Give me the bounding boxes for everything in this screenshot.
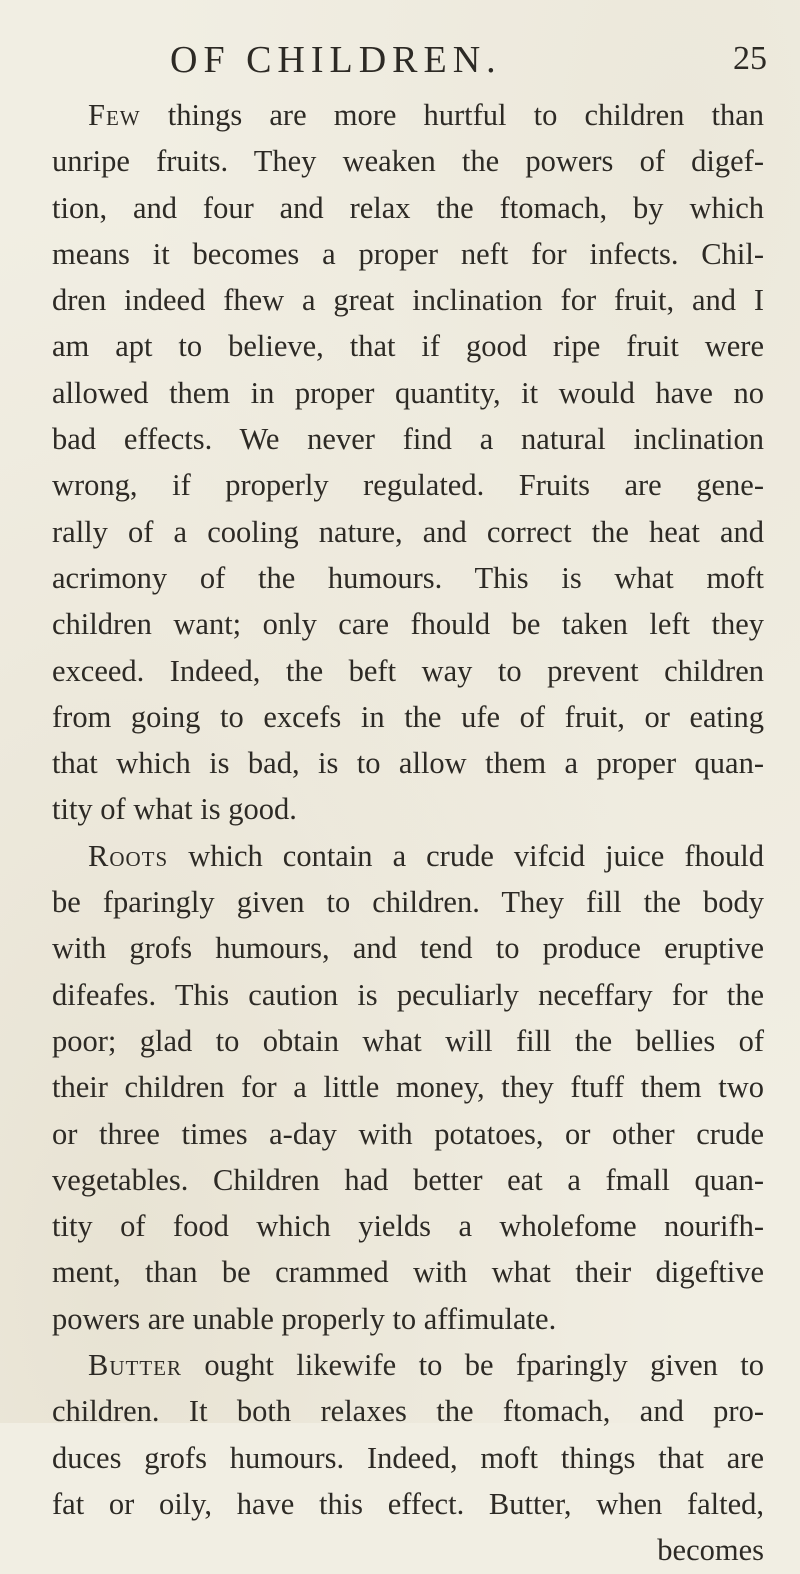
text-line: duces grofs humours. Indeed, moft things that are <box>52 1440 764 1475</box>
text-line: means it becomes a proper neft for infects. Chil- <box>52 236 764 271</box>
text-line: tion, and four and relax the ftomach, by which <box>52 190 764 225</box>
text-line: or three times a-day with potatoes, or other crude <box>52 1116 764 1151</box>
text-line: be fparingly given to children. They fill the body <box>52 885 764 920</box>
text-line: difeafes. This caution is peculiarly neceffary for the <box>52 977 764 1012</box>
text-line: Few things are more hurtful to children than <box>88 98 764 132</box>
text-line: ment, than be crammed with what their digeftive <box>52 1255 764 1290</box>
text-line: wrong, if properly regulated. Fruits are gene- <box>52 468 764 503</box>
text-line: fat or oily, have this effect. Butter, when falted, <box>52 1486 764 1521</box>
text-line: poor; glad to obtain what will fill the bellies of <box>52 1023 764 1058</box>
text-line: children want; only care fhould be taken left they <box>52 607 764 642</box>
text-line: am apt to believe, that if good ripe fruit were <box>52 329 764 364</box>
text-line: from going to excefs in the ufe of fruit, or eating <box>52 699 764 734</box>
text-line: allowed them in proper quantity, it would have no <box>52 375 764 410</box>
paragraph-lead-word: Butter <box>88 1348 182 1383</box>
text-line: children. It both relaxes the ftomach, and pro- <box>52 1394 764 1429</box>
text-line: unripe fruits. They weaken the powers of digef- <box>52 144 764 179</box>
body-text <box>52 92 764 1574</box>
text-line: tity of food which yields a wholefome nourifh- <box>52 1209 764 1244</box>
running-title: OF CHILDREN. <box>170 39 502 81</box>
text-line: with grofs humours, and tend to produce eruptive <box>52 931 764 966</box>
text-line: acrimony of the humours. This is what moft <box>52 560 764 595</box>
text-line: that which is bad, is to allow them a proper quan- <box>52 746 764 781</box>
text-line: rally of a cooling nature, and correct the heat and <box>52 514 764 549</box>
text-line: powers are unable properly to affimulate. <box>52 1301 557 1336</box>
text-line: dren indeed fhew a great inclination for fruit, and I <box>52 283 764 318</box>
paragraph-lead-word: Roots <box>88 838 169 873</box>
catchword: becomes <box>657 1533 764 1568</box>
text-line: tity of what is good. <box>52 792 297 827</box>
paragraph-lead-word: Few <box>88 98 141 132</box>
text-line: vegetables. Children had better eat a fmall quan- <box>52 1162 764 1197</box>
text-line: exceed. Indeed, the beft way to prevent children <box>52 653 764 688</box>
text-line: their children for a little money, they ftuff them two <box>52 1070 764 1105</box>
text-line: Butter ought likewife to be fparingly given to <box>88 1348 764 1383</box>
page-number: 25 <box>733 40 767 77</box>
text-line: Roots which contain a crude vifcid juice fhould <box>88 838 764 873</box>
text-line: bad effects. We never find a natural inclination <box>52 422 764 457</box>
